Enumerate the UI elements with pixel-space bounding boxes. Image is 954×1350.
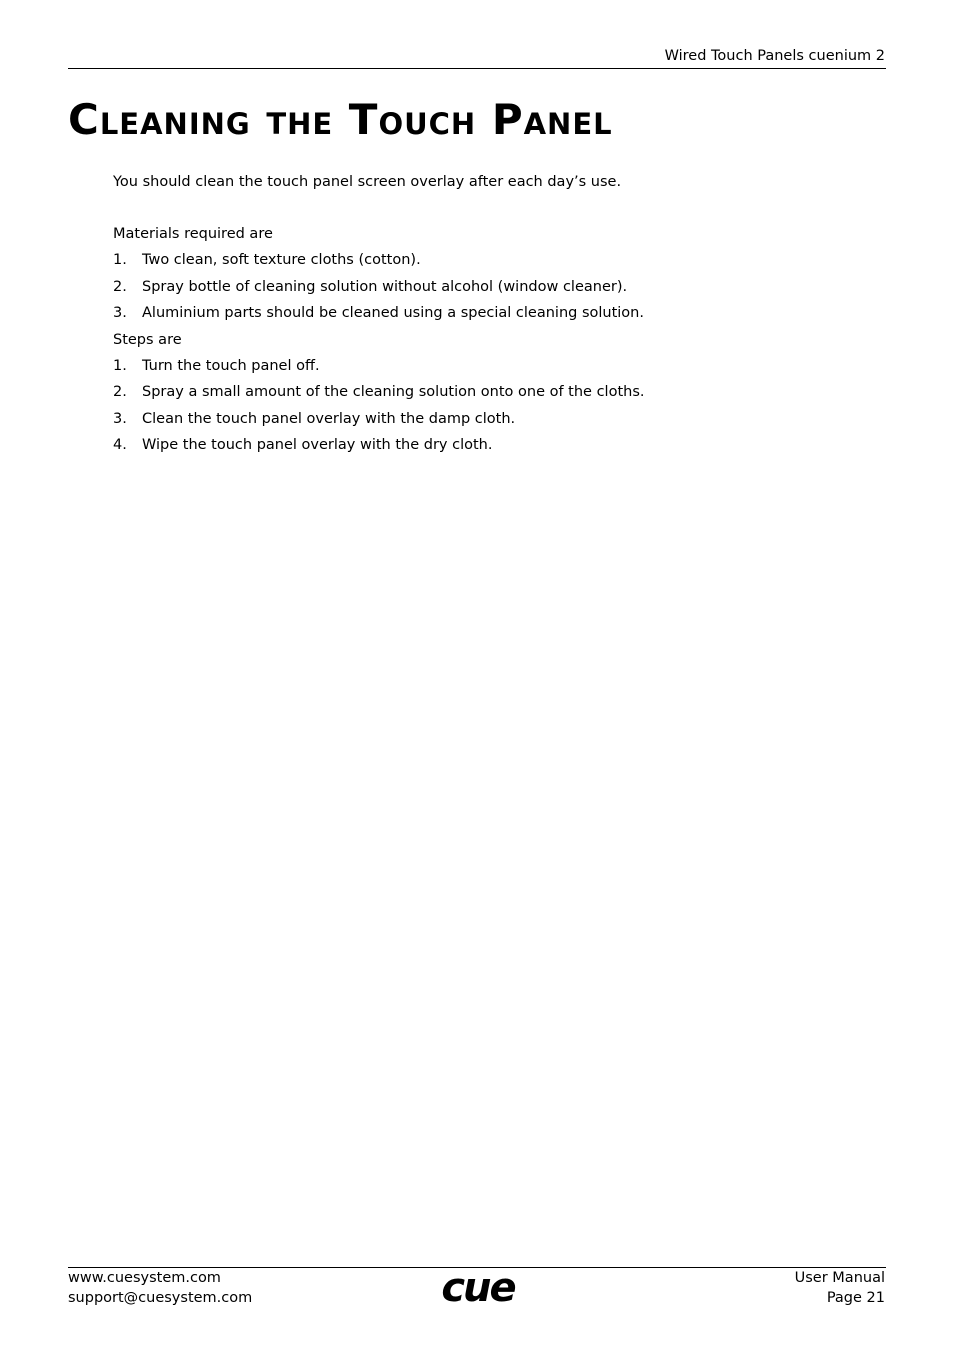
cue-logo-text: cue — [441, 1268, 515, 1308]
list-item-text: Spray bottle of cleaning solution without alcohol (window cleaner). — [142, 278, 628, 295]
footer-doc-info — [795, 1268, 885, 1308]
list-item — [113, 435, 833, 455]
page-content — [113, 172, 833, 462]
support-email-link[interactable]: support@cuesystem.com — [68, 1290, 253, 1306]
header-divider — [68, 68, 886, 69]
list-item-text: Two clean, soft texture cloths (cotton). — [142, 252, 421, 268]
steps-heading: Steps are — [113, 331, 182, 348]
document-type: User Manual — [794, 1270, 885, 1286]
list-item-text: Clean the touch panel overlay with the damp cloth. — [142, 410, 516, 427]
list-item-number: 2. — [113, 384, 127, 400]
cue-logo — [430, 1268, 526, 1308]
footer-contact — [68, 1268, 252, 1308]
list-item-number: 1. — [113, 357, 127, 374]
list-item — [113, 250, 833, 270]
materials-heading: Materials required are — [113, 226, 273, 242]
page-title: Cleaning the Touch Panel — [68, 95, 613, 144]
list-item-text: Spray a small amount of the cleaning solution onto one of the cloths. — [142, 384, 645, 400]
list-item — [113, 382, 833, 402]
list-item-number: 3. — [113, 410, 127, 427]
list-item — [113, 409, 833, 429]
list-item-text: Aluminium parts should be cleaned using a special cleaning solution. — [142, 305, 644, 321]
page-number: Page 21 — [826, 1290, 885, 1306]
list-item-number: 1. — [113, 252, 127, 268]
steps-list — [113, 356, 833, 456]
list-item-number: 2. — [113, 278, 127, 295]
website-link[interactable]: www.cuesystem.com — [68, 1270, 221, 1286]
running-header: Wired Touch Panels cuenium 2 — [664, 48, 885, 64]
list-item — [113, 303, 833, 323]
materials-list — [113, 250, 833, 323]
list-item-text: Turn the touch panel off. — [142, 357, 320, 374]
list-item-number: 4. — [113, 437, 127, 453]
list-item-number: 3. — [113, 305, 127, 321]
intro-paragraph: You should clean the touch panel screen overlay after each day’s use. — [113, 174, 622, 190]
list-item — [113, 356, 833, 376]
list-item — [113, 277, 833, 297]
list-item-text: Wipe the touch panel overlay with the dry cloth. — [142, 437, 493, 453]
